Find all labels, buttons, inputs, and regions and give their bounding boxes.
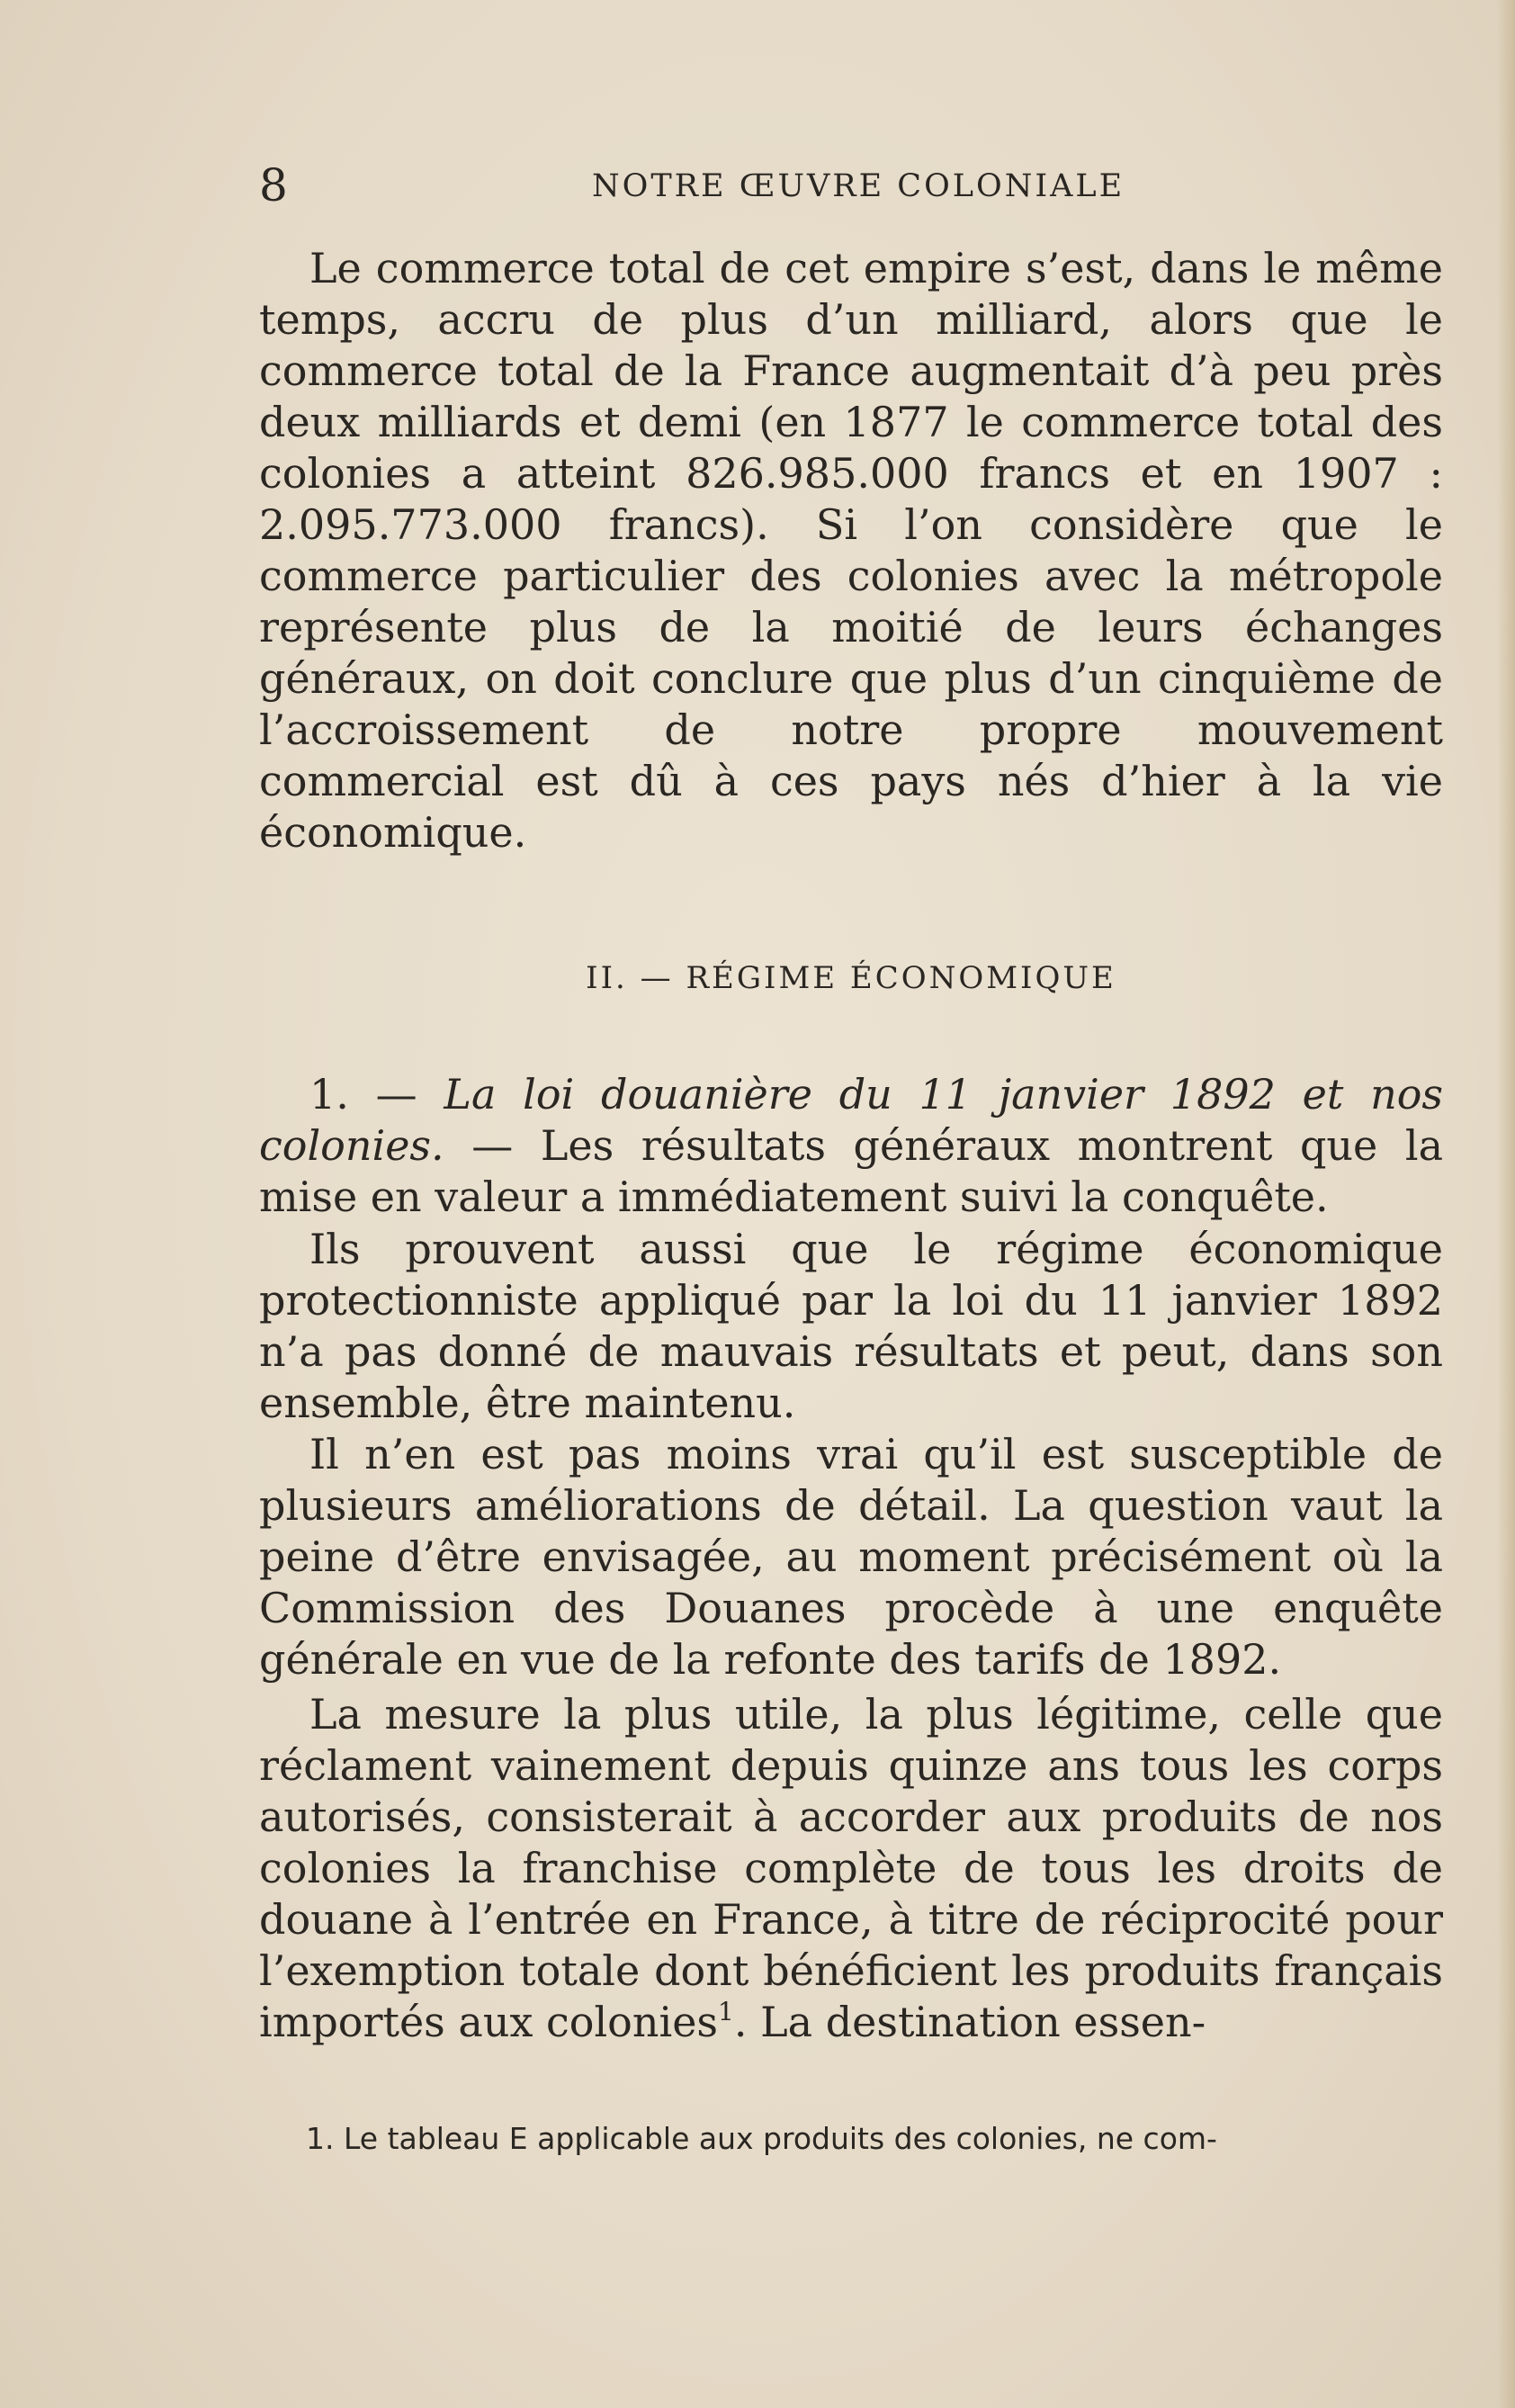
footnote-text: Le tableau E applicable aux produits des colonies, ne com- <box>344 2121 1217 2156</box>
paragraph-mesure <box>259 1689 1443 2048</box>
subsection-text: Les résultats généraux montrent que la mise en valeur a immédiatement suivi la conquête. <box>259 1121 1444 1221</box>
page-edge-shadow <box>1497 0 1515 2408</box>
paragraph-ameliorations: Il n’en est pas moins vrai qu’il est susceptible de plusieurs améliorations de détail. La question vaut la peine d’être envisagée, au moment précisément où la Commission des Douanes procède à une enquête générale en vue de la refonte des tarifs de 1892. <box>259 1430 1443 1684</box>
subsection-dash-close: — <box>444 1121 541 1170</box>
subsection-title: La loi douanière du 11 janvier 1892 et nos colonies. <box>259 1070 1444 1170</box>
running-head <box>259 151 1159 211</box>
section-heading: II. — RÉGIME ÉCONOMIQUE <box>586 960 1116 996</box>
footnote <box>306 2116 1475 2161</box>
running-head-title: NOTRE ŒUVRE COLONIALE <box>592 168 1125 204</box>
mesure-text-continued: . La destination essen- <box>733 1998 1206 2046</box>
paragraph-commerce-total: Le commerce total de cet empire s’est, dans le même temps, accru de plus d’un milliard, alors que le commerce total de la France augmentait d’à peu près deux milliards et demi (en 1877 le commerce total des colonies a atteint 826.985.000 francs et en 1907 : 2.095.773.000 francs). Si l’on considère que le commerce particulier des colonies avec la métropole représente plus de la moitié de leurs échanges généraux, on doit conclure que plus d’un cinquième de l’accroissement de notre propre mouvement commercial est dû à ces pays nés d’hier à la vie économique. <box>259 244 1443 857</box>
paragraph-subsection-1 <box>259 1069 1443 1223</box>
footnote-reference: 1 <box>718 1997 734 2026</box>
subsection-number: 1. <box>309 1070 349 1119</box>
footnote-number: 1. <box>306 2121 335 2156</box>
subsection-dash-open: — <box>348 1070 444 1119</box>
mesure-text: La mesure la plus utile, la plus légitime, celle que réclament vainement depuis quinze ans tous les corps autorisés, consisterait à accorder aux produits de nos colonies la franchise complète de tous les droits de douane à l’entrée en France, à titre de réciprocité pour l’exemption totale dont bénéficient les produits français importés aux colonies <box>259 1690 1443 2046</box>
page-number: 8 <box>259 159 288 211</box>
paragraph-protectionniste: Ils prouvent aussi que le régime économique protectionniste appliqué par la loi du 11 janvier 1892 n’a pas donné de mauvais résultats et peut, dans son ensemble, être maintenu. <box>259 1225 1443 1427</box>
